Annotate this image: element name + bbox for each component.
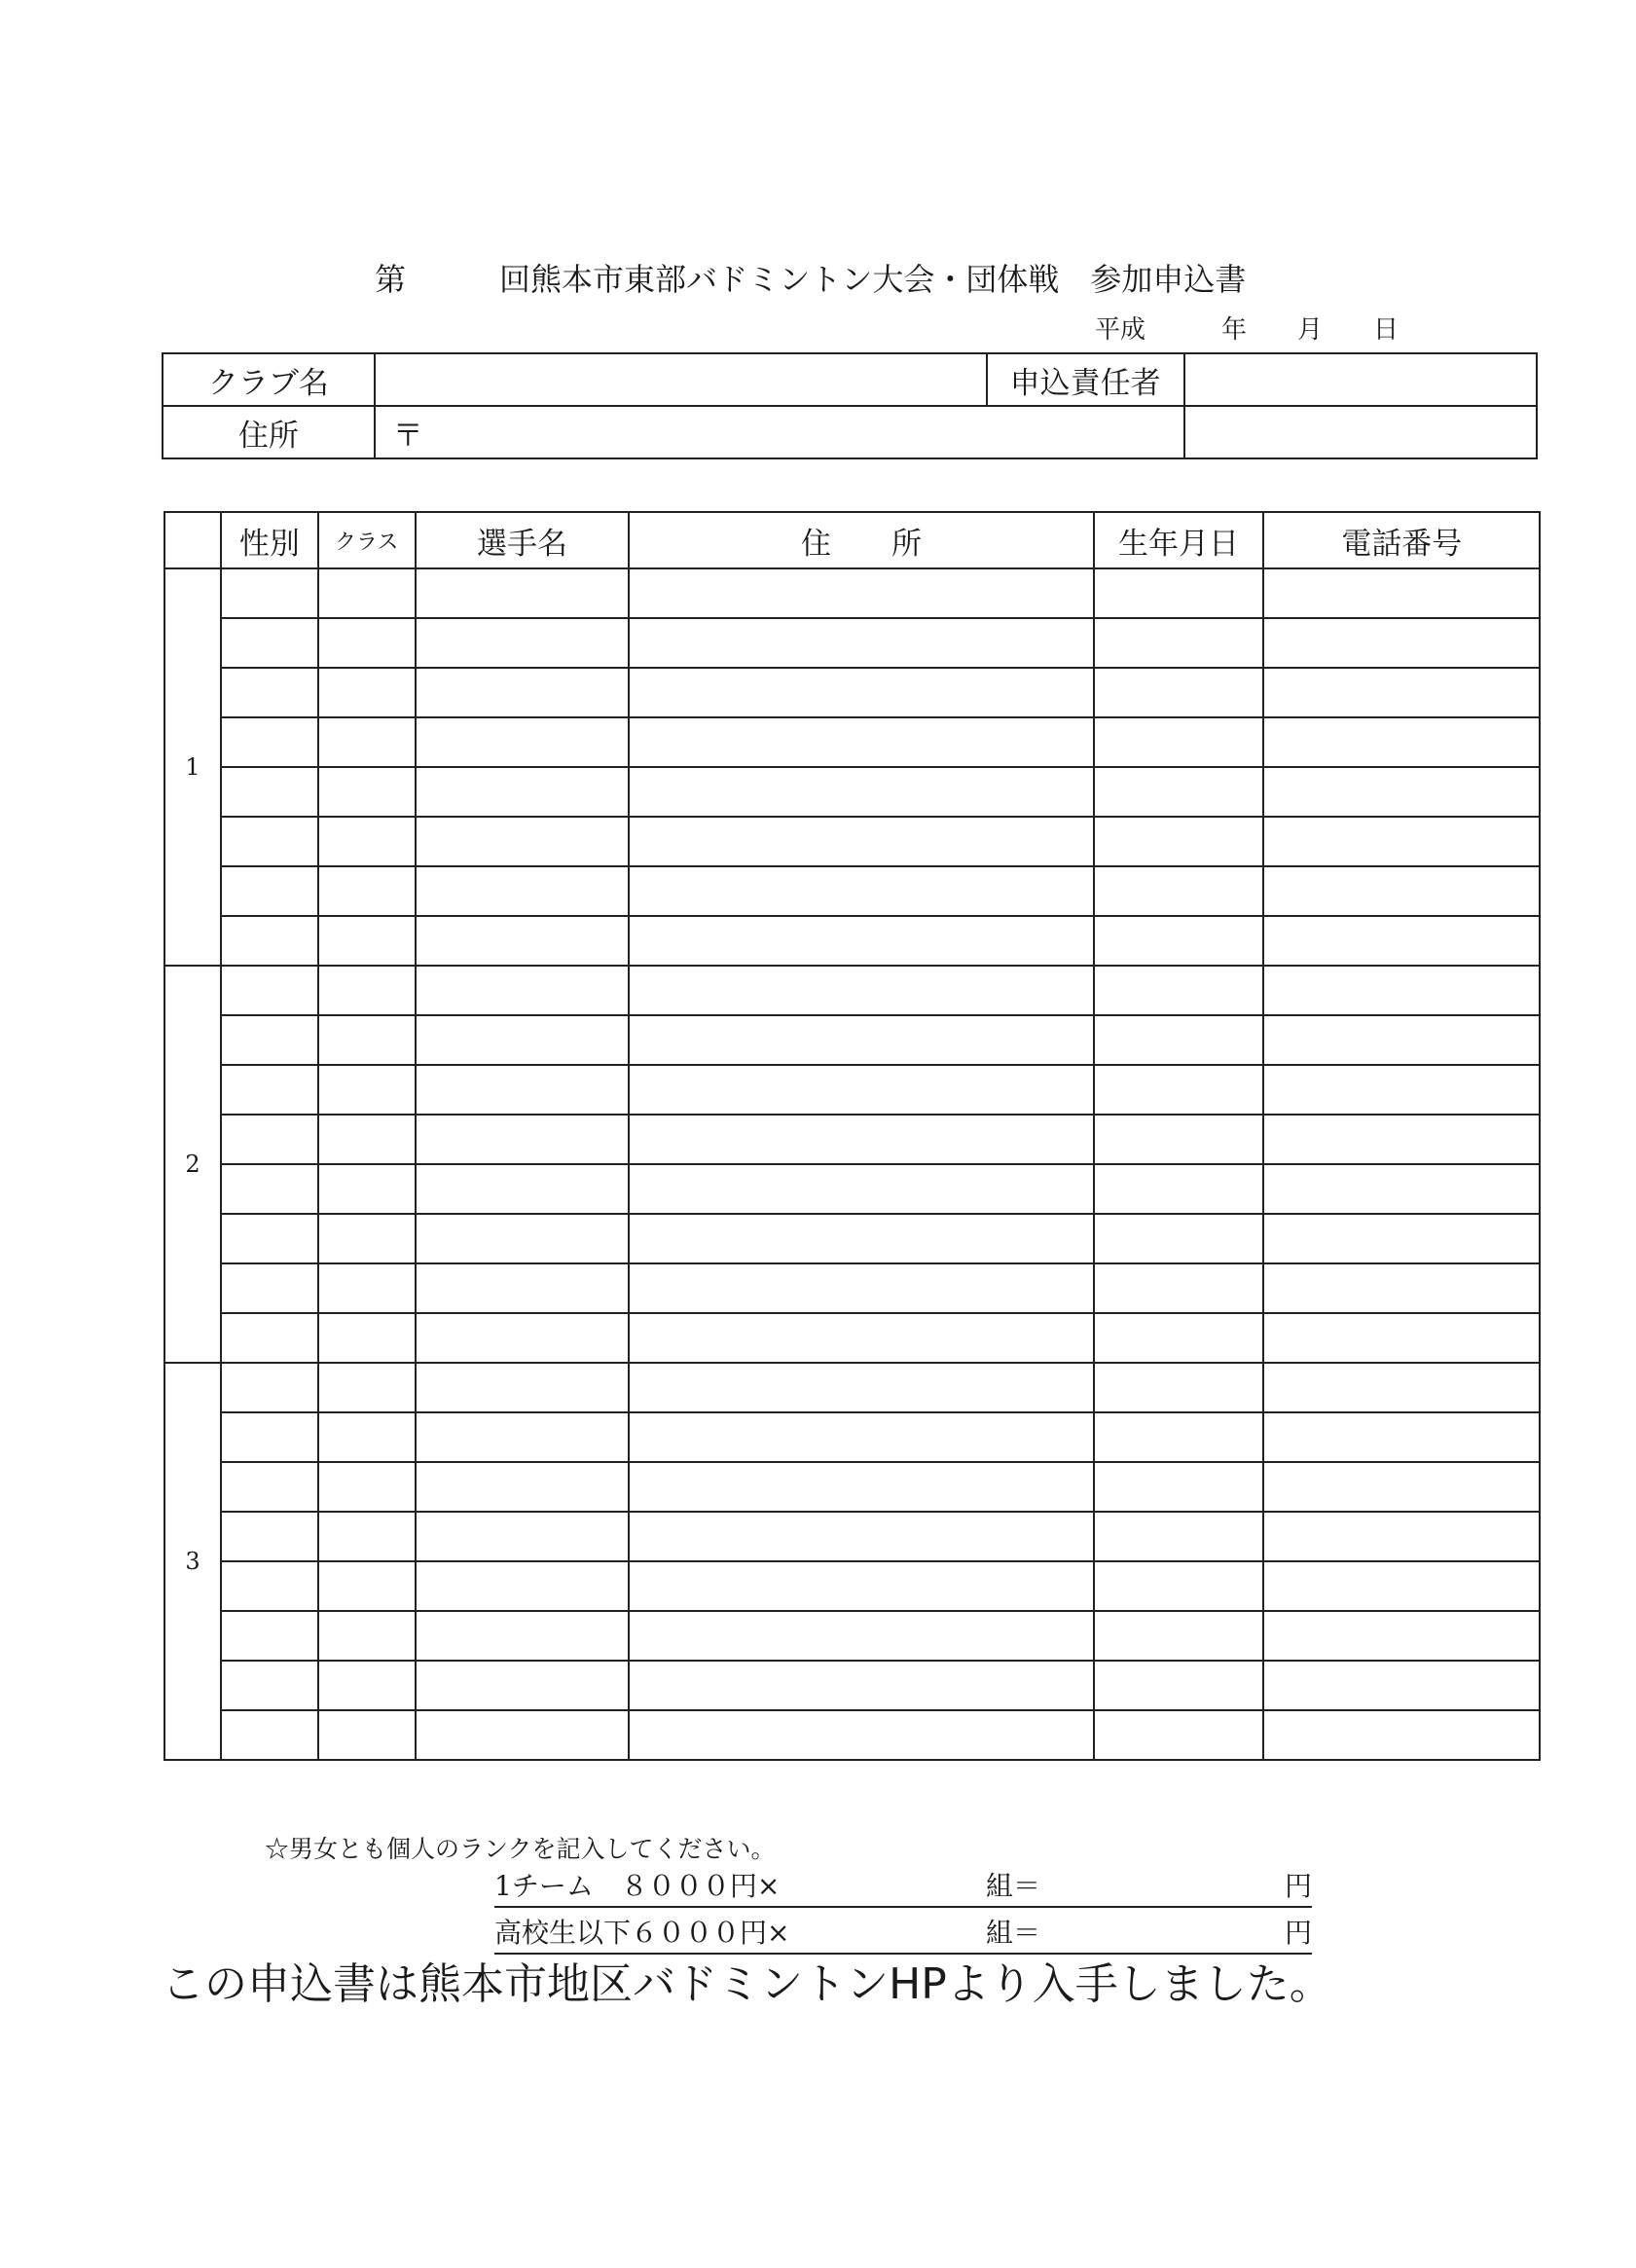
table-row [164, 1065, 1540, 1115]
birthdate-cell[interactable] [1094, 1263, 1264, 1313]
team-number: 3 [164, 1363, 221, 1760]
gender-cell[interactable] [221, 1015, 318, 1065]
player-name-cell[interactable] [416, 1462, 630, 1512]
table-row [164, 1412, 1540, 1462]
class-cell[interactable] [318, 618, 416, 668]
gender-cell[interactable] [221, 668, 318, 717]
address-cell[interactable] [629, 1214, 1093, 1263]
address-cell[interactable] [629, 1015, 1093, 1065]
table-row [164, 1015, 1540, 1065]
phone-cell[interactable] [1263, 1561, 1540, 1611]
table-row [164, 916, 1540, 966]
table-row [164, 817, 1540, 866]
gender-cell[interactable] [221, 717, 318, 767]
table-row [164, 1462, 1540, 1512]
table-row [164, 1164, 1540, 1214]
phone-cell[interactable] [1263, 1611, 1540, 1661]
phone-cell[interactable] [1263, 1214, 1540, 1263]
player-name-cell[interactable] [416, 568, 630, 618]
gender-cell[interactable] [221, 1363, 318, 1412]
address-cell[interactable] [629, 1661, 1093, 1710]
address-cell[interactable] [629, 1263, 1093, 1313]
header-address: 住 所 [629, 512, 1093, 568]
gender-cell[interactable] [221, 568, 318, 618]
phone-cell[interactable] [1263, 817, 1540, 866]
player-name-cell[interactable] [416, 1611, 630, 1661]
class-cell[interactable] [318, 1065, 416, 1115]
player-name-cell[interactable] [416, 1015, 630, 1065]
table-row [164, 1561, 1540, 1611]
phone-cell[interactable] [1263, 1363, 1540, 1412]
postal-mark: 〒 [392, 418, 423, 454]
birthdate-cell[interactable] [1094, 1115, 1264, 1164]
address-cell[interactable] [629, 1561, 1093, 1611]
birthdate-cell[interactable] [1094, 1065, 1264, 1115]
header-birthdate: 生年月日 [1094, 512, 1264, 568]
table-row [164, 767, 1540, 817]
birthdate-cell[interactable] [1094, 916, 1264, 966]
gender-cell[interactable] [221, 1263, 318, 1313]
player-name-cell[interactable] [416, 1115, 630, 1164]
address-label: 住所 [163, 406, 375, 458]
fee-line-team [494, 1869, 1312, 1908]
address-extra-field[interactable] [1184, 406, 1537, 458]
table-row [164, 1710, 1540, 1760]
class-cell[interactable] [318, 1313, 416, 1363]
birthdate-cell[interactable] [1094, 668, 1264, 717]
table-row [164, 1611, 1540, 1661]
manager-label: 申込責任者 [987, 353, 1184, 406]
birthdate-cell[interactable] [1094, 1214, 1264, 1263]
birthdate-cell[interactable] [1094, 1363, 1264, 1412]
table-row [164, 1263, 1540, 1313]
class-cell[interactable] [318, 866, 416, 916]
address-cell[interactable] [629, 618, 1093, 668]
class-cell[interactable] [318, 966, 416, 1015]
birthdate-cell[interactable] [1094, 1661, 1264, 1710]
birthdate-cell[interactable] [1094, 618, 1264, 668]
class-cell[interactable] [318, 817, 416, 866]
fee-label: 高校生以下６０００円× [494, 1917, 790, 1949]
fee-currency: 円 [1284, 1917, 1312, 1949]
team-number: 2 [164, 966, 221, 1363]
fee-unit: 組＝ [986, 1917, 1041, 1949]
header-gender: 性別 [221, 512, 318, 568]
address-cell[interactable] [629, 1512, 1093, 1561]
birthdate-cell[interactable] [1094, 1561, 1264, 1611]
team-number: 1 [164, 568, 221, 966]
birthdate-cell[interactable] [1094, 1313, 1264, 1363]
player-name-cell[interactable] [416, 1661, 630, 1710]
address-cell[interactable] [629, 568, 1093, 618]
address-cell[interactable] [629, 1710, 1093, 1760]
date-line: 平成 年 月 日 [1095, 315, 1400, 345]
birthdate-cell[interactable] [1094, 1512, 1264, 1561]
player-name-cell[interactable] [416, 966, 630, 1015]
club-name-label: クラブ名 [163, 353, 375, 406]
birthdate-cell[interactable] [1094, 1015, 1264, 1065]
address-cell[interactable] [629, 866, 1093, 916]
player-name-cell[interactable] [416, 1164, 630, 1214]
gender-cell[interactable] [221, 767, 318, 817]
table-row [164, 1115, 1540, 1164]
birthdate-cell[interactable] [1094, 1164, 1264, 1214]
address-cell[interactable] [629, 966, 1093, 1015]
birthdate-cell[interactable] [1094, 1412, 1264, 1462]
player-name-cell[interactable] [416, 1263, 630, 1313]
class-cell[interactable] [318, 1263, 416, 1313]
class-cell[interactable] [318, 1412, 416, 1462]
player-name-cell[interactable] [416, 668, 630, 717]
entry-table-header-row [164, 512, 1540, 568]
fee-label: 1チーム ８０００円× [494, 1870, 781, 1902]
player-name-cell[interactable] [416, 1710, 630, 1760]
manager-field[interactable] [1184, 353, 1537, 406]
class-cell[interactable] [318, 1462, 416, 1512]
player-name-cell[interactable] [416, 618, 630, 668]
header-phone: 電話番号 [1263, 512, 1540, 568]
phone-cell[interactable] [1263, 1115, 1540, 1164]
phone-cell[interactable] [1263, 568, 1540, 618]
gender-cell[interactable] [221, 1710, 318, 1760]
player-name-cell[interactable] [416, 767, 630, 817]
phone-cell[interactable] [1263, 767, 1540, 817]
phone-cell[interactable] [1263, 1412, 1540, 1462]
table-row [164, 717, 1540, 767]
address-cell[interactable] [629, 1611, 1093, 1661]
birthdate-cell[interactable] [1094, 767, 1264, 817]
source-credit: この申込書は熊本市地区バドミントンHPより入手しました。 [162, 1959, 1332, 2009]
class-cell[interactable] [318, 1164, 416, 1214]
class-cell[interactable] [318, 1512, 416, 1561]
address-cell[interactable] [629, 1313, 1093, 1363]
player-name-cell[interactable] [416, 817, 630, 866]
gender-cell[interactable] [221, 618, 318, 668]
gender-cell[interactable] [221, 1561, 318, 1611]
table-row [164, 1214, 1540, 1263]
class-cell[interactable] [318, 568, 416, 618]
address-cell[interactable] [629, 1412, 1093, 1462]
table-row [164, 1313, 1540, 1363]
address-cell[interactable] [629, 1363, 1093, 1412]
gender-cell[interactable] [221, 1065, 318, 1115]
table-row [164, 618, 1540, 668]
form-title: 第 回熊本市東部バドミントン大会・団体戦 参加申込書 [375, 261, 1247, 298]
class-cell[interactable] [318, 1661, 416, 1710]
gender-cell[interactable] [221, 1313, 318, 1363]
table-row [164, 568, 1540, 618]
phone-cell[interactable] [1263, 618, 1540, 668]
birthdate-cell[interactable] [1094, 866, 1264, 916]
gender-cell[interactable] [221, 1214, 318, 1263]
player-name-cell[interactable] [416, 866, 630, 916]
phone-cell[interactable] [1263, 1164, 1540, 1214]
phone-cell[interactable] [1263, 916, 1540, 966]
table-row [164, 668, 1540, 717]
gender-cell[interactable] [221, 1462, 318, 1512]
player-name-cell[interactable] [416, 1214, 630, 1263]
birthdate-cell[interactable] [1094, 966, 1264, 1015]
gender-cell[interactable] [221, 916, 318, 966]
phone-cell[interactable] [1263, 668, 1540, 717]
phone-cell[interactable] [1263, 1661, 1540, 1710]
address-cell[interactable] [629, 1065, 1093, 1115]
phone-cell[interactable] [1263, 966, 1540, 1015]
phone-cell[interactable] [1263, 1263, 1540, 1313]
address-cell[interactable] [629, 916, 1093, 966]
player-name-cell[interactable] [416, 717, 630, 767]
fee-unit: 組＝ [986, 1870, 1041, 1902]
club-info-table [162, 352, 1538, 459]
player-name-cell[interactable] [416, 1512, 630, 1561]
table-row [164, 866, 1540, 916]
phone-cell[interactable] [1263, 1462, 1540, 1512]
class-cell[interactable] [318, 1115, 416, 1164]
gender-cell[interactable] [221, 1512, 318, 1561]
phone-cell[interactable] [1263, 1710, 1540, 1760]
birthdate-cell[interactable] [1094, 1710, 1264, 1760]
class-cell[interactable] [318, 1214, 416, 1263]
address-field[interactable] [375, 406, 1184, 458]
class-cell[interactable] [318, 1363, 416, 1412]
phone-cell[interactable] [1263, 1313, 1540, 1363]
address-cell[interactable] [629, 817, 1093, 866]
class-cell[interactable] [318, 916, 416, 966]
header-class: クラス [318, 512, 416, 568]
phone-cell[interactable] [1263, 866, 1540, 916]
player-name-cell[interactable] [416, 1065, 630, 1115]
address-cell[interactable] [629, 1115, 1093, 1164]
address-cell[interactable] [629, 767, 1093, 817]
gender-cell[interactable] [221, 1611, 318, 1661]
club-name-field[interactable] [375, 353, 987, 406]
birthdate-cell[interactable] [1094, 568, 1264, 618]
player-name-cell[interactable] [416, 1363, 630, 1412]
gender-cell[interactable] [221, 1412, 318, 1462]
gender-cell[interactable] [221, 1164, 318, 1214]
address-cell[interactable] [629, 668, 1093, 717]
phone-cell[interactable] [1263, 717, 1540, 767]
gender-cell[interactable] [221, 866, 318, 916]
team-column-header [164, 512, 221, 568]
class-cell[interactable] [318, 717, 416, 767]
phone-cell[interactable] [1263, 1065, 1540, 1115]
phone-cell[interactable] [1263, 1512, 1540, 1561]
player-name-cell[interactable] [416, 1313, 630, 1363]
address-cell[interactable] [629, 1462, 1093, 1512]
class-cell[interactable] [318, 1561, 416, 1611]
entry-table [164, 511, 1541, 1761]
birthdate-cell[interactable] [1094, 717, 1264, 767]
table-row [164, 1363, 1540, 1412]
table-row [164, 1512, 1540, 1561]
header-player-name: 選手名 [416, 512, 630, 568]
class-cell[interactable] [318, 1015, 416, 1065]
birthdate-cell[interactable] [1094, 1462, 1264, 1512]
player-name-cell[interactable] [416, 916, 630, 966]
player-name-cell[interactable] [416, 1412, 630, 1462]
gender-cell[interactable] [221, 1661, 318, 1710]
table-row [164, 966, 1540, 1015]
address-cell[interactable] [629, 717, 1093, 767]
fee-currency: 円 [1284, 1870, 1312, 1902]
class-cell[interactable] [318, 767, 416, 817]
player-name-cell[interactable] [416, 1561, 630, 1611]
birthdate-cell[interactable] [1094, 817, 1264, 866]
class-cell[interactable] [318, 1611, 416, 1661]
phone-cell[interactable] [1263, 1015, 1540, 1065]
birthdate-cell[interactable] [1094, 1611, 1264, 1661]
gender-cell[interactable] [221, 966, 318, 1015]
rank-note: ☆男女とも個人のランクを記入してください。 [265, 1835, 776, 1863]
gender-cell[interactable] [221, 1115, 318, 1164]
class-cell[interactable] [318, 668, 416, 717]
class-cell[interactable] [318, 1710, 416, 1760]
table-row [164, 1661, 1540, 1710]
gender-cell[interactable] [221, 817, 318, 866]
address-cell[interactable] [629, 1164, 1093, 1214]
